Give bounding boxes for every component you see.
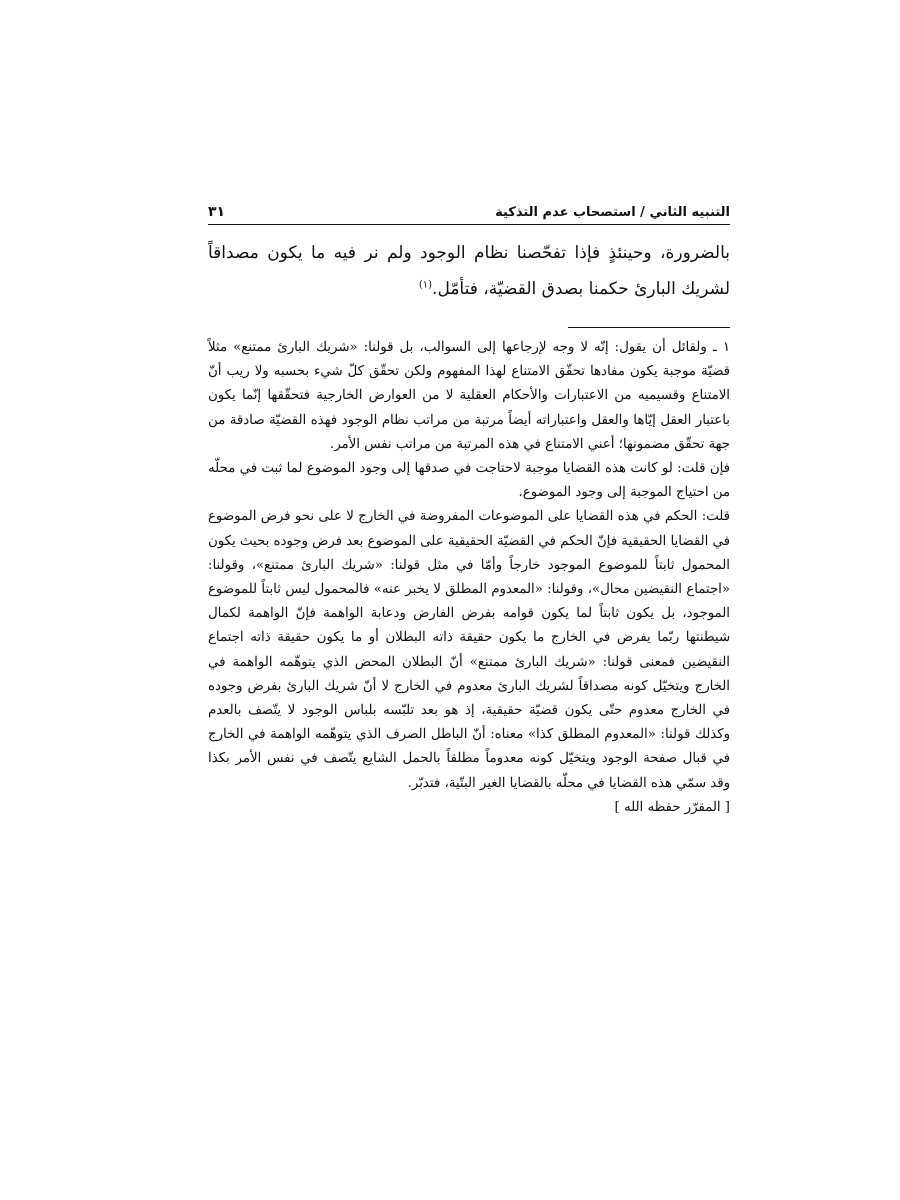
running-title: التنبيه الثاني / استصحاب عدم التذكية bbox=[495, 205, 730, 220]
footnote-paragraph-3: قلت: الحكم في هذه القضايا على الموضوعات المفروضة في الخارج لا على نحو فرض الموضوع في القضايا الحقيقية فإنّ الحكم في القضيّة الحقيقية على الموضوع بعد فرض وجوده بحيث يكون المحمول ثابتاً للموضوع الموجود خارجاً وأمّا في مثل قولنا: «شريك البارئ ممتنع»، وقولنا: «اجتماع النقيضين محال»، وقولنا: «المعدوم المطلق لا يخبر عنه» فالمحمول ليس ثابتاً للموضوع الموجود، بل يكون ثابتاً لما يكون قوامه بفرض الفارض ودعابة الواهمة فإنّ الواهمة لكمال شيطنتها ربّما يفرض في الخارج ما يكون حقيقة ذاته البطلان أو ما يكون حقيقة ذاته اجتماع النقيضين فمعنى قولنا: «شريك البارئ ممتنع» أنّ البطلان المحض الذي يتوهّمه الواهمة في الخارج ويتخيّل كونه مصداقاً لشريك البارئ معدوم في الخارج لا أنّ شريك البارئ بفرض وجوده في الخارج معدوم حتّى يكون قضيّة حقيقية، إذ هو بعد تلبّسه بلباس الوجود لا يتّصف بالعدم وكذلك قولنا: «المعدوم المطلق كذا» معناه: أنّ الباطل الصرف الذي يتوهّمه الواهمة في الخارج في قبال صفحة الوجود ويتخيّل كونه معدوماً مطلقاً بالحمل الشايع يتّصف في نفس الأمر بكذا وقد سمّي هذه القضايا في محلّه بالقضايا الغير البتّية، فتدبّر. bbox=[208, 509, 730, 791]
main-paragraph-text: بالضرورة، وحينئذٍ فإذا تفحّصنا نظام الوجود ولم نر فيه ما يكون مصداقاً لشريك البارئ حكمنا بصدق القضيّة، فتأمّل. bbox=[208, 243, 730, 299]
book-page bbox=[208, 196, 730, 820]
footnote-paragraph-1: ١ ـ ولقائل أن يقول: إنّه لا وجه لإرجاعها إلى السوالب، بل قولنا: «شريك البارئ ممتنع» مثلاً قضيّة موجبة يكون مفادها تحقّق الامتناع لهذا المفهوم ولكن تحقّق كلّ شيء بحسبه ولا ريب أنّ الامتناع وقسيميه من الاعتبارات والأحكام العقلية لا من العوارض الخارجية فتحقّقها إنّما يكون باعتبار العقل إيّاها والعقل واعتباراته أيضاً مرتبة من مراتب نظام الوجود فهذه القضيّة صادقة من جهة تحقّق مضمونها؛ أعني الامتناع في هذه المرتبة من مراتب نفس الأمر. bbox=[208, 340, 730, 452]
running-header bbox=[208, 196, 730, 225]
main-paragraph bbox=[208, 235, 730, 307]
footnotes bbox=[208, 336, 730, 820]
footnote-separator bbox=[568, 327, 730, 328]
footnote-reference: (١) bbox=[418, 279, 433, 291]
footnote-signature: [ المقرّر حفظه الله ] bbox=[614, 799, 730, 815]
footnote-paragraph-2: فإن قلت: لو كانت هذه القضايا موجبة لاحتاجت في صدقها إلى وجود الموضوع لما ثبت في محلّه من احتياج الموجبة إلى وجود الموضوع. bbox=[208, 461, 730, 501]
page-number: ٣١ bbox=[208, 204, 226, 220]
